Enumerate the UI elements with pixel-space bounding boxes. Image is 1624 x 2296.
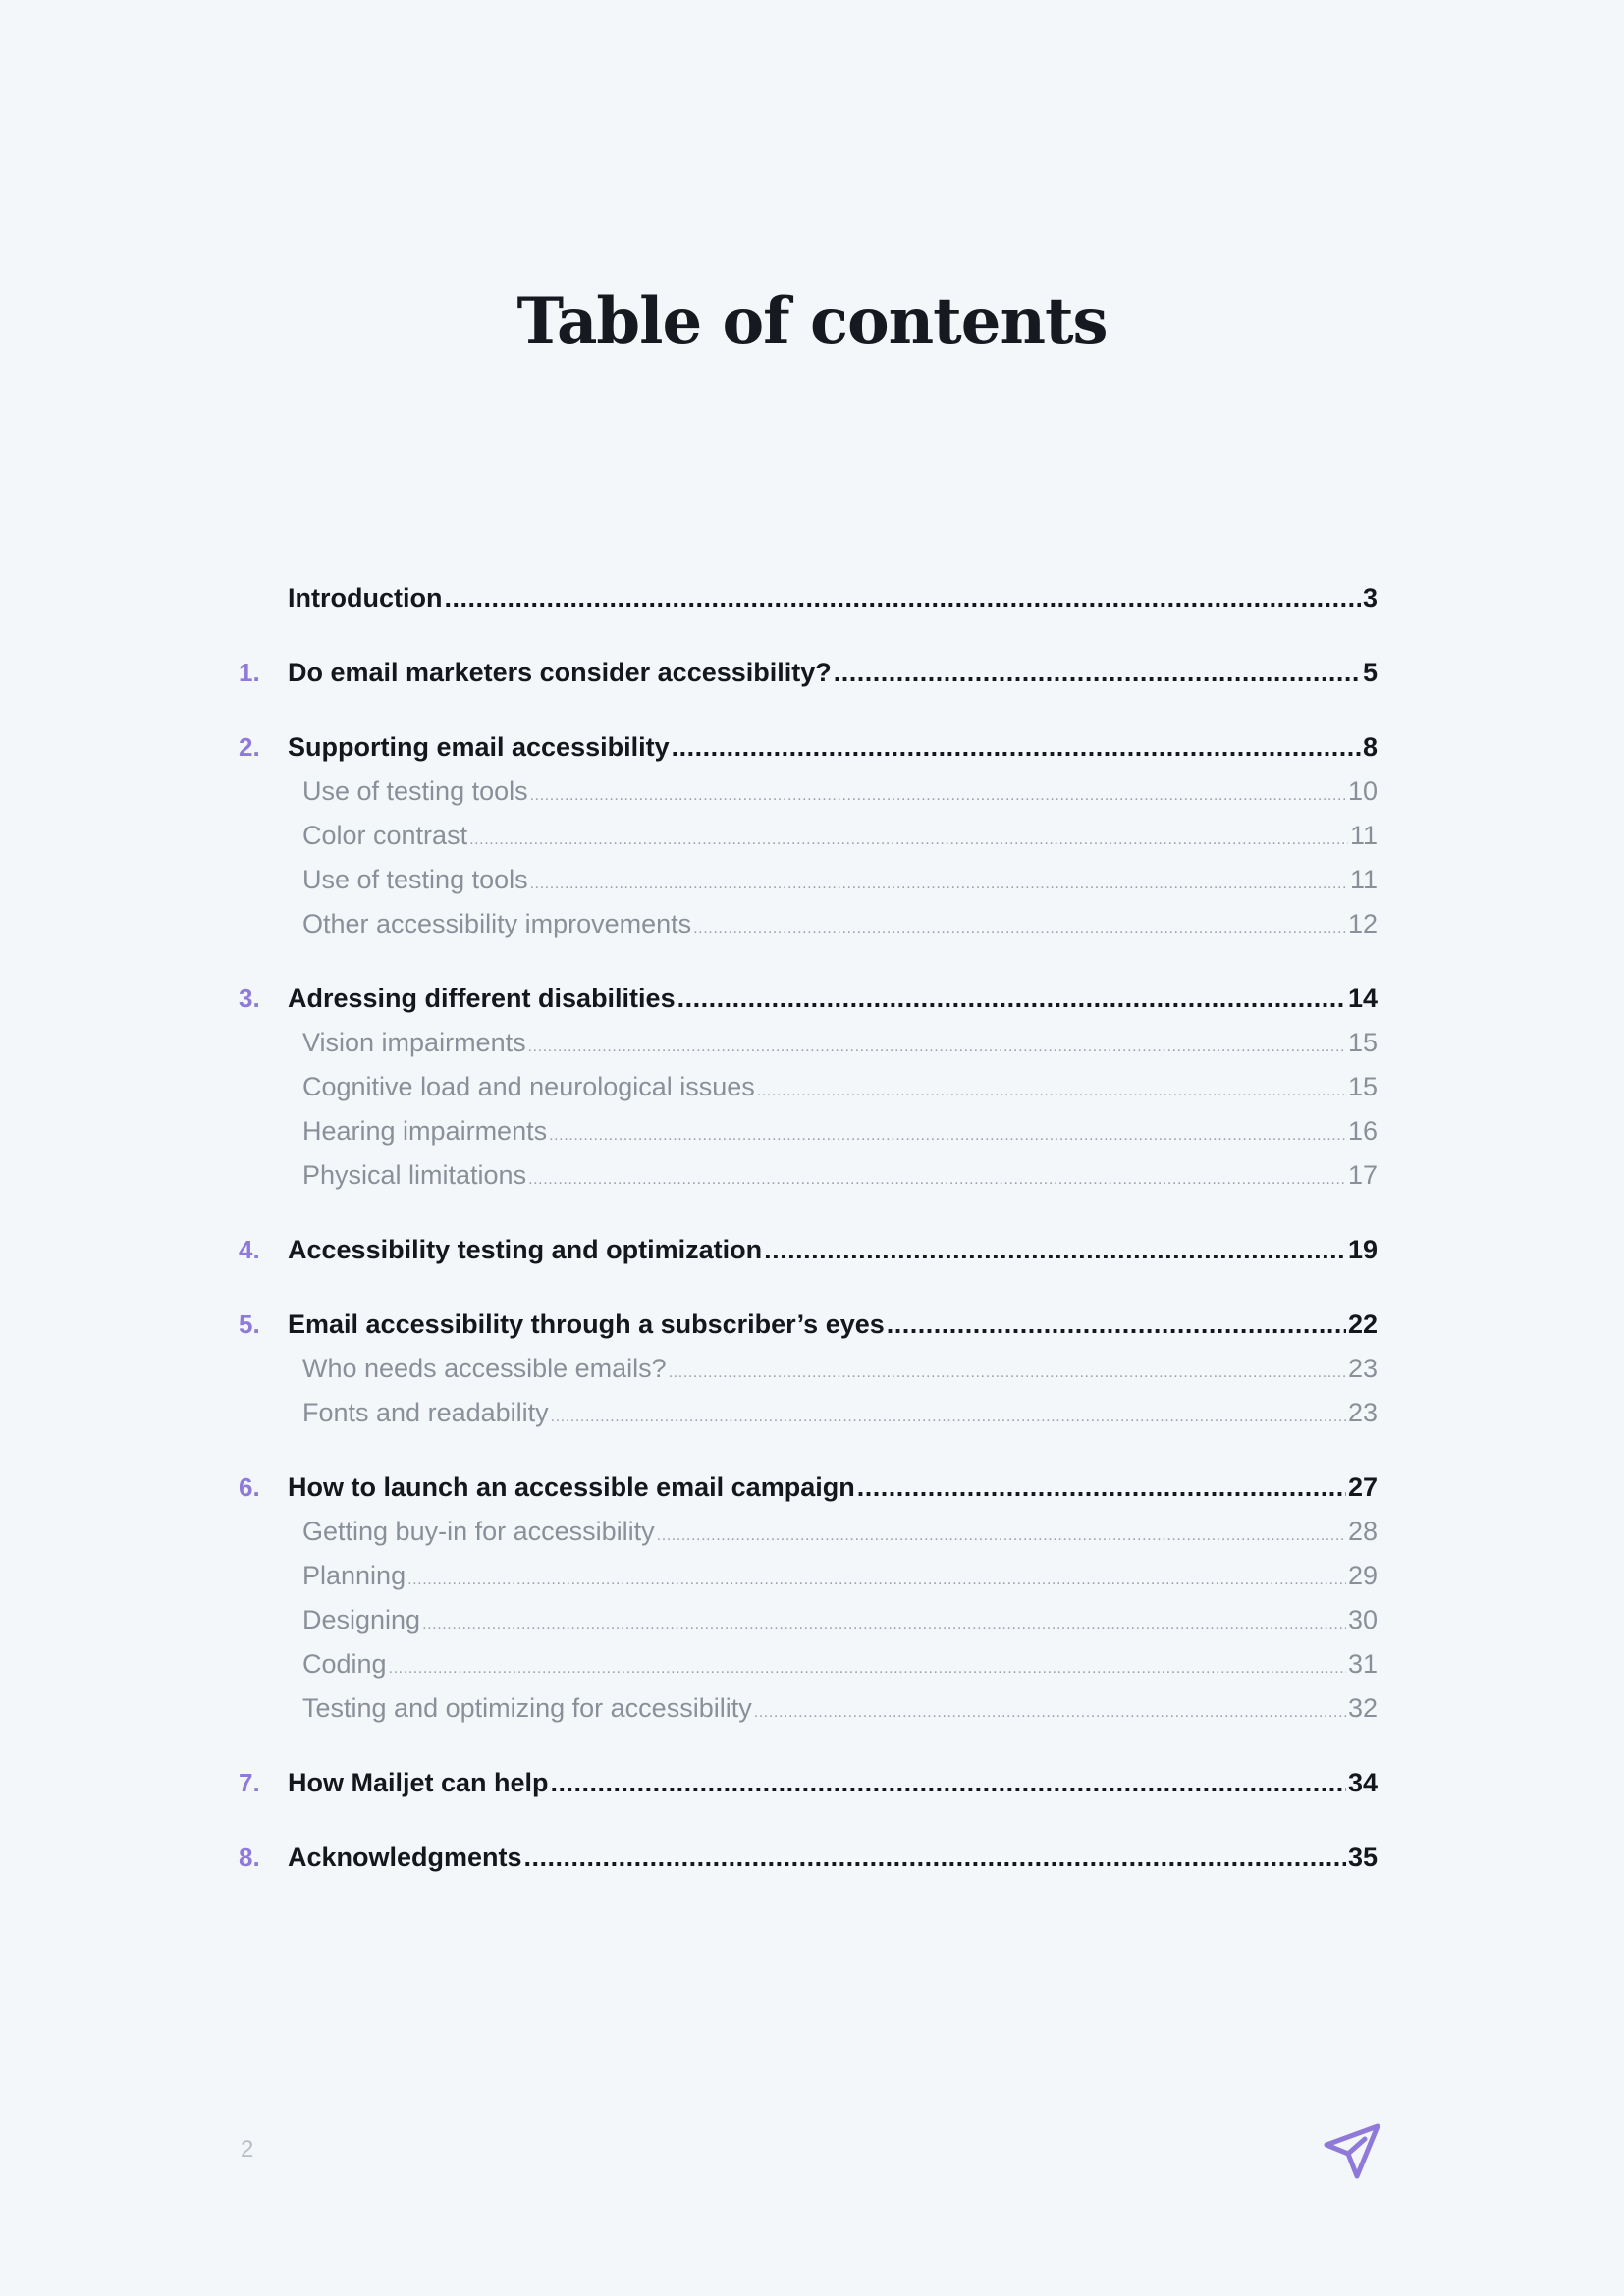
toc-subentry-page: 15 <box>1347 1028 1378 1057</box>
toc-subentry[interactable] <box>302 909 1378 953</box>
toc-subentry[interactable] <box>302 1354 1378 1398</box>
toc-subentry-page: 23 <box>1347 1354 1378 1383</box>
dot-leader <box>834 658 1361 688</box>
dot-leader <box>528 1039 1346 1056</box>
dot-leader <box>469 831 1348 849</box>
toc-section <box>239 583 1378 627</box>
toc-entry-title: How to launch an accessible email campaign <box>288 1472 855 1502</box>
toc-section <box>239 1235 1378 1279</box>
toc-subentry-title: Who needs accessible emails? <box>302 1354 667 1383</box>
dot-leader <box>887 1309 1346 1340</box>
toc-subentry-page: 15 <box>1347 1072 1378 1101</box>
toc-subentry-page: 29 <box>1347 1561 1378 1590</box>
toc-subentry[interactable] <box>302 1398 1378 1442</box>
toc-subentry-title: Testing and optimizing for accessibility <box>302 1693 752 1723</box>
toc-subentry-title: Getting buy-in for accessibility <box>302 1517 655 1546</box>
toc-subentry[interactable] <box>302 1605 1378 1649</box>
dot-leader <box>657 1527 1346 1545</box>
toc-entry[interactable] <box>239 1472 1378 1517</box>
toc-subentry-title: Use of testing tools <box>302 776 528 806</box>
toc-subentry-title: Hearing impairments <box>302 1116 548 1146</box>
toc-entry-page: 19 <box>1347 1235 1378 1264</box>
dot-leader <box>551 1409 1346 1426</box>
toc-subentry-page: 30 <box>1347 1605 1378 1634</box>
toc-section <box>239 1472 1378 1737</box>
toc-entry[interactable] <box>239 658 1378 702</box>
toc-subentry[interactable] <box>302 1561 1378 1605</box>
toc-subentry-title: Vision impairments <box>302 1028 526 1057</box>
page-title: Table of contents <box>516 285 1108 358</box>
toc-subentry-title: Color contrast <box>302 821 468 850</box>
toc-section <box>239 1768 1378 1812</box>
toc-entry[interactable] <box>239 1768 1378 1812</box>
toc-entry-number: 3. <box>239 984 260 1013</box>
toc-subentry-page: 17 <box>1347 1160 1378 1190</box>
toc-subentry-title: Use of testing tools <box>302 865 528 894</box>
toc-subentry-page: 10 <box>1347 776 1378 806</box>
toc-section <box>239 984 1378 1204</box>
toc-entry-page: 27 <box>1347 1472 1378 1502</box>
toc-entry-title: Email accessibility through a subscriber’s eyes <box>288 1309 885 1339</box>
toc-subentry-title: Other accessibility improvements <box>302 909 692 938</box>
toc-subentry-title: Designing <box>302 1605 421 1634</box>
dot-leader <box>530 876 1348 893</box>
toc-entry[interactable] <box>239 732 1378 776</box>
toc-entry-title: Introduction <box>288 583 443 613</box>
dot-leader <box>524 1842 1346 1873</box>
toc-entry[interactable] <box>239 1842 1378 1887</box>
toc-entry-title: Supporting email accessibility <box>288 732 670 762</box>
toc-entry[interactable] <box>239 1309 1378 1354</box>
dot-leader <box>764 1235 1346 1265</box>
toc-entry-number: 7. <box>239 1768 260 1797</box>
dot-leader <box>444 583 1361 614</box>
toc-entry-number: 2. <box>239 732 260 762</box>
toc-subentry-page: 23 <box>1347 1398 1378 1427</box>
toc-entry-number: 4. <box>239 1235 260 1264</box>
dot-leader <box>757 1083 1346 1100</box>
toc-entry-page: 5 <box>1362 658 1378 687</box>
toc-subentry-page: 12 <box>1347 909 1378 938</box>
toc-subentry-title: Planning <box>302 1561 406 1590</box>
dot-leader <box>528 1171 1346 1189</box>
dot-leader <box>549 1127 1346 1145</box>
toc-subentry[interactable] <box>302 1160 1378 1204</box>
toc-entry-page: 34 <box>1347 1768 1378 1797</box>
dot-leader <box>551 1768 1346 1798</box>
toc-subentry[interactable] <box>302 1116 1378 1160</box>
toc-entry-number: 5. <box>239 1309 260 1339</box>
toc-subentry[interactable] <box>302 1649 1378 1693</box>
toc-subentry-page: 28 <box>1347 1517 1378 1546</box>
toc-subentry-page: 32 <box>1347 1693 1378 1723</box>
toc-subentry[interactable] <box>302 821 1378 865</box>
dot-leader <box>422 1616 1346 1633</box>
toc-entry-number: 6. <box>239 1472 260 1502</box>
toc-entry-title: Accessibility testing and optimization <box>288 1235 763 1264</box>
toc-entry-title: Adressing different disabilities <box>288 984 676 1013</box>
table-of-contents <box>239 583 1378 1917</box>
paper-plane-icon <box>1324 2123 1380 2180</box>
toc-subentry-title: Cognitive load and neurological issues <box>302 1072 755 1101</box>
toc-entry-title: Do email marketers consider accessibility? <box>288 658 832 687</box>
toc-entry-page: 14 <box>1347 984 1378 1013</box>
toc-entry-page: 22 <box>1347 1309 1378 1339</box>
toc-subentry[interactable] <box>302 1072 1378 1116</box>
dot-leader <box>693 920 1346 937</box>
dot-leader <box>669 1364 1346 1382</box>
toc-subentry[interactable] <box>302 1517 1378 1561</box>
dot-leader <box>754 1704 1346 1722</box>
toc-subentry[interactable] <box>302 1028 1378 1072</box>
toc-subentry-title: Fonts and readability <box>302 1398 549 1427</box>
dot-leader <box>672 732 1361 763</box>
page-number: 2 <box>241 2136 254 2163</box>
dot-leader <box>677 984 1346 1014</box>
toc-section <box>239 658 1378 702</box>
toc-subentry-page: 31 <box>1347 1649 1378 1679</box>
toc-entry[interactable] <box>239 1235 1378 1279</box>
toc-section <box>239 732 1378 953</box>
toc-subentry[interactable] <box>302 776 1378 821</box>
dot-leader <box>389 1660 1346 1678</box>
toc-subentry-title: Physical limitations <box>302 1160 527 1190</box>
toc-section <box>239 1842 1378 1887</box>
toc-entry[interactable] <box>239 583 1378 627</box>
toc-subentry-page: 11 <box>1349 865 1378 894</box>
toc-entry-number: 8. <box>239 1842 260 1872</box>
dot-leader <box>857 1472 1346 1503</box>
toc-subentry-title: Coding <box>302 1649 387 1679</box>
toc-subentry[interactable] <box>302 865 1378 909</box>
toc-entry-page: 8 <box>1362 732 1378 762</box>
dot-leader <box>407 1572 1346 1589</box>
toc-subentry[interactable] <box>302 1693 1378 1737</box>
toc-subentry-page: 11 <box>1349 821 1378 850</box>
toc-entry-page: 35 <box>1347 1842 1378 1872</box>
dot-leader <box>530 787 1346 805</box>
toc-entry-title: How Mailjet can help <box>288 1768 549 1797</box>
toc-entry-title: Acknowledgments <box>288 1842 522 1872</box>
toc-subentry-page: 16 <box>1347 1116 1378 1146</box>
toc-section <box>239 1309 1378 1442</box>
toc-entry[interactable] <box>239 984 1378 1028</box>
toc-entry-page: 3 <box>1362 583 1378 613</box>
toc-entry-number: 1. <box>239 658 260 687</box>
